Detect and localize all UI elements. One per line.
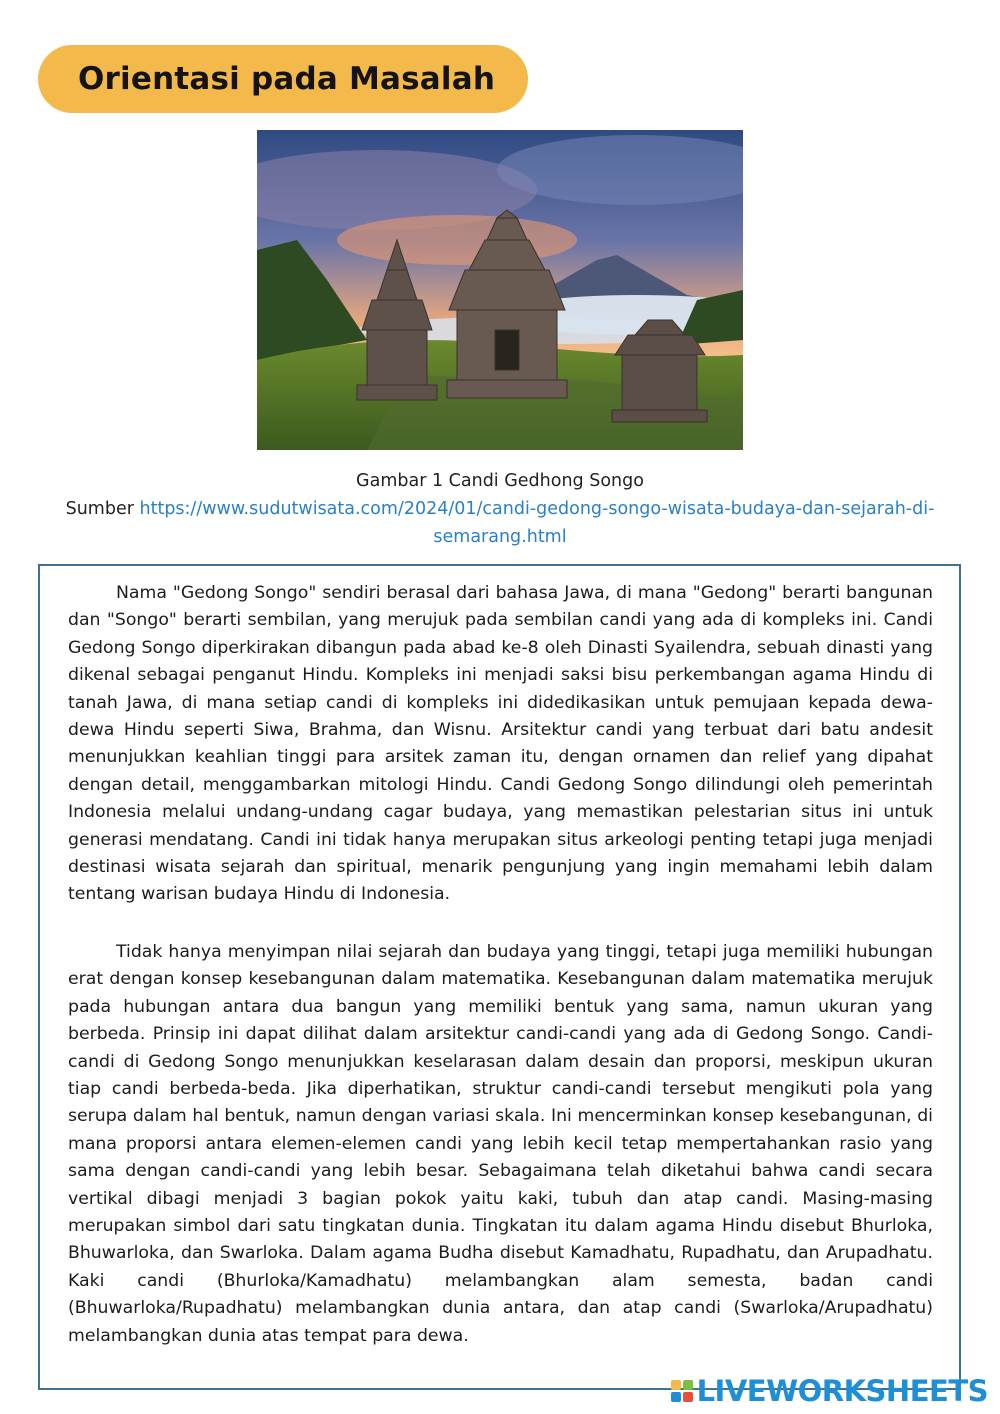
temple-photo xyxy=(257,130,743,450)
figure-source xyxy=(20,495,980,551)
section-title-banner xyxy=(38,45,528,113)
source-label: Sumber xyxy=(65,499,140,519)
source-link[interactable]: https://www.sudutwisata.com/2024/01/candi-gedong-songo-wisata-budaya-dan-sejarah-di-semarang.html xyxy=(139,499,935,547)
paragraph-2: Tidak hanya menyimpan nilai sejarah dan budaya yang tinggi, tetapi juga memiliki hubungan erat dengan konsep kesebangunan dalam matematika. Kesebangunan dalam matematika merujuk pada hubungan antara dua bangun yang memiliki bentuk yang sama, namun ukuran yang berbeda. Prinsip ini dapat dilihat dalam arsitektur candi-candi yang ada di Gedong Songo. Candi-candi di Gedong Songo menunjukkan keselarasan dalam desain dan proporsi, meskipun ukuran tiap candi berbeda-beda. Jika diperhatikan, struktur candi-candi tersebut mengikuti pola yang serupa dalam hal bentuk, namun dengan variasi skala. Ini mencerminkan konsep kesebangunan, di mana proporsi antara elemen-elemen candi yang lebih kecil tetap mempertahankan rasio yang sama dengan candi-candi yang lebih besar. Sebagaimana telah diketahui bahwa candi secara vertikal dibagi menjadi 3 bagian pokok yaitu kaki, tubuh dan atap candi. Masing-masing merupakan simbol dari satu tingkatan dunia. Tingkatan itu dalam agama Hindu disebut Bhurloka, Bhuwarloka, dan Swarloka. Dalam agama Budha disebut Kamadhatu, Rupadhatu, dan Arupadhatu. Kaki candi (Bhurloka/Kamadhatu) melambangkan alam semesta, badan candi (Bhuwarloka/Rupadhatu) melambangkan dunia antara, dan atap candi (Swarloka/Arupadhatu) melambangkan dunia atas tempat para dewa. xyxy=(68,942,933,1346)
watermark-text: LIVEWORKSHEETS xyxy=(696,1374,988,1408)
figure-title: Gambar 1 Candi Gedhong Songo xyxy=(356,471,644,491)
temple-illustration xyxy=(257,130,743,450)
figure-caption xyxy=(20,467,980,551)
liveworksheets-logo xyxy=(671,1374,988,1408)
paragraph-1: Nama "Gedong Songo" sendiri berasal dari bahasa Jawa, di mana "Gedong" berarti bangunan dan "Songo" berarti sembilan, yang merujuk pada sembilan candi yang ada di kompleks ini. Candi Gedong Songo diperkirakan dibangun pada abad ke-8 oleh Dinasti Syailendra, sebuah dinasti yang dikenal sebagai penganut Hindu. Kompleks ini menjadi saksi bisu perkembangan agama Hindu di tanah Jawa, di mana setiap candi di kompleks ini didedikasikan untuk pemujaan kepada dewa-dewa Hindu seperti Siwa, Brahma, dan Wisnu. Arsitektur candi yang terbuat dari batu andesit menunjukkan keahlian tinggi para arsitek zaman itu, dengan ornamen dan relief yang dipahat dengan detail, menggambarkan mitologi Hindu. Candi Gedong Songo dilindungi oleh pemerintah Indonesia melalui undang-undang cagar budaya, yang memastikan pelestarian situs ini untuk generasi mendatang. Candi ini tidak hanya merupakan situs arkeologi penting tetapi juga menjadi destinasi wisata sejarah dan spiritual, menarik pengunjung yang ingin memahami lebih dalam tentang warisan budaya Hindu di Indonesia. xyxy=(68,583,933,905)
reading-text-box xyxy=(38,564,961,1390)
section-title: Orientasi pada Masalah xyxy=(78,61,496,97)
liveworksheets-mark-icon xyxy=(671,1380,693,1402)
